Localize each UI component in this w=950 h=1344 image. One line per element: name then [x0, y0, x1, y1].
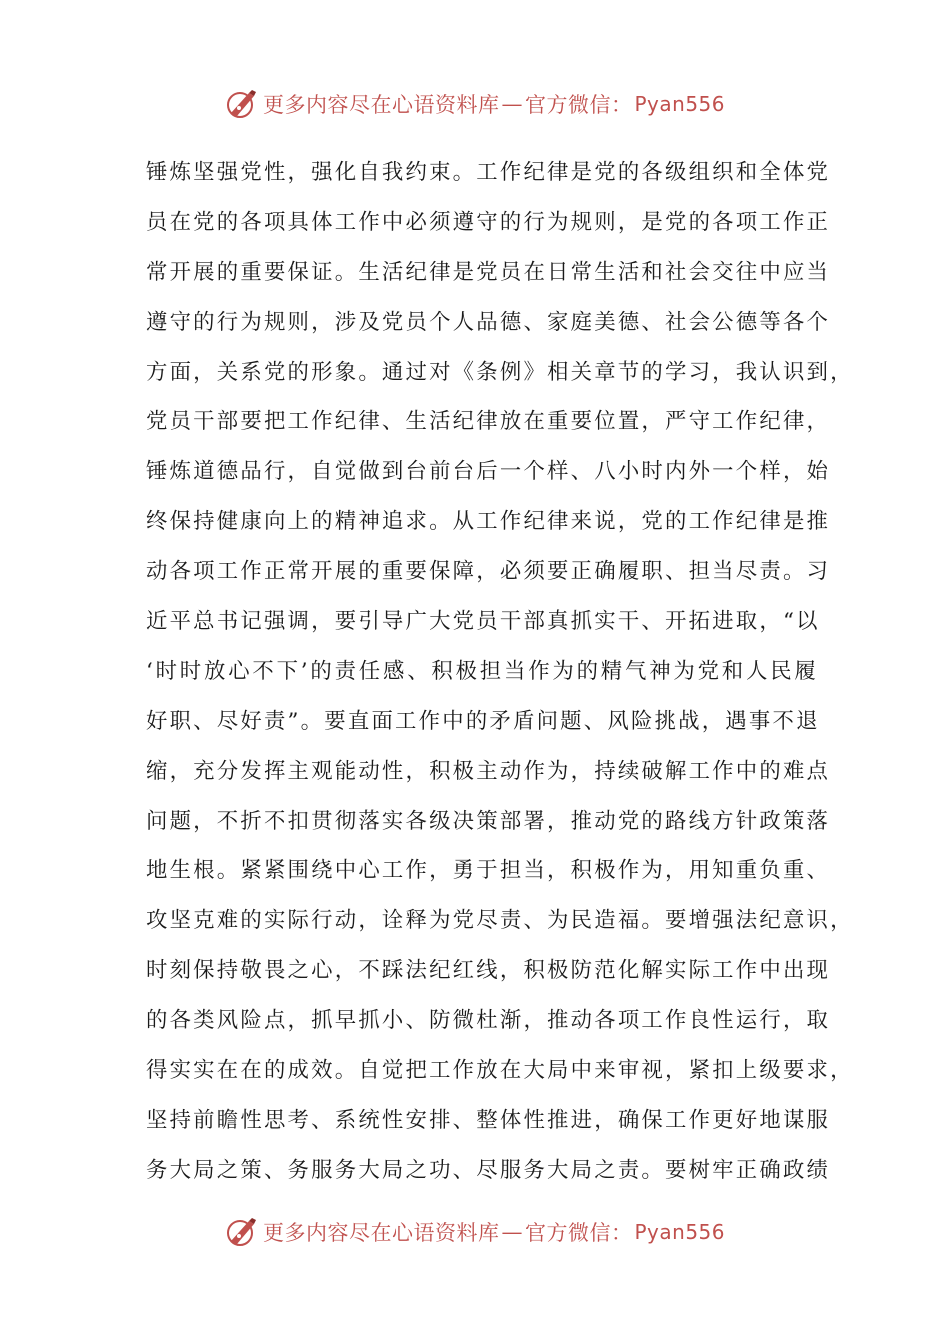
body-line: 员在党的各项具体工作中必须遵守的行为规则，是党的各项工作正: [146, 209, 831, 235]
footer-wechat-id: Pyan556: [634, 1220, 725, 1244]
body-line: 动各项工作正常开展的重要保障，必须要正确履职、担当尽责。习: [146, 559, 831, 585]
footer-site-text: 更多内容尽在心语资料库: [262, 1221, 500, 1245]
body-line: 的各类风险点，抓早抓小、防微杜渐，推动各项工作良性运行，取: [146, 1008, 831, 1034]
body-line: 党员干部要把工作纪律、生活纪律放在重要位置，严守工作纪律，: [146, 409, 831, 435]
body-line: 遵守的行为规则，涉及党员个人品德、家庭美德、社会公德等各个: [146, 309, 831, 335]
body-line: 攻坚克难的实际行动，诠释为党尽责、为民造福。要增强法纪意识，: [146, 908, 854, 934]
header-wechat-label: 官方微信：: [524, 93, 633, 117]
footer-banner: [0, 1212, 950, 1252]
body-line: 问题，不折不扣贯彻落实各级决策部署，推动党的路线方针政策落: [146, 808, 831, 834]
body-line: 锤炼道德品行，自觉做到台前台后一个样、八小时内外一个样，始: [146, 459, 831, 485]
header-wechat-id: Pyan556: [634, 92, 725, 116]
footer-wechat-label: 官方微信：: [524, 1221, 633, 1245]
body-line: 坚持前瞻性思考、系统性安排、整体性推进，确保工作更好地谋服: [146, 1107, 831, 1133]
header-site-text: 更多内容尽在心语资料库: [262, 93, 500, 117]
body-line: 缩，充分发挥主观能动性，积极主动作为，持续破解工作中的难点: [146, 758, 831, 784]
body-line: 务大局之策、务服务大局之功、尽服务大局之责。要树牢正确政绩: [146, 1157, 831, 1183]
body-line: 方面，关系党的形象。通过对《条例》相关章节的学习，我认识到，: [146, 359, 854, 385]
header-dash: —: [501, 92, 523, 116]
body-line: 时刻保持敬畏之心，不踩法纪红线，积极防范化解实际工作中出现: [146, 958, 831, 984]
body-line: 得实实在在的成效。自觉把工作放在大局中来审视，紧扣上级要求，: [146, 1058, 854, 1084]
pen-nib-circle-icon: [225, 87, 259, 121]
body-line: 好职、尽好责”。要直面工作中的矛盾问题、风险挑战，遇事不退: [146, 708, 820, 734]
footer-dash: —: [501, 1220, 523, 1244]
body-line: 常开展的重要保证。生活纪律是党员在日常生活和社会交往中应当: [146, 259, 831, 285]
body-line: 近平总书记强调，要引导广大党员干部真抓实干、开拓进取，“以: [146, 609, 820, 635]
document-body: [146, 148, 854, 1196]
pen-nib-circle-icon: [225, 1215, 259, 1249]
body-line: ‘时时放心不下’的责任感、积极担当作为的精气神为党和人民履: [146, 658, 818, 684]
body-line: 锤炼坚强党性，强化自我约束。工作纪律是党的各级组织和全体党: [146, 160, 831, 185]
body-line: 终保持健康向上的精神追求。从工作纪律来说，党的工作纪律是推: [146, 509, 831, 535]
header-banner: [0, 84, 950, 124]
body-line: 地生根。紧紧围绕中心工作，勇于担当，积极作为，用知重负重、: [146, 858, 831, 884]
